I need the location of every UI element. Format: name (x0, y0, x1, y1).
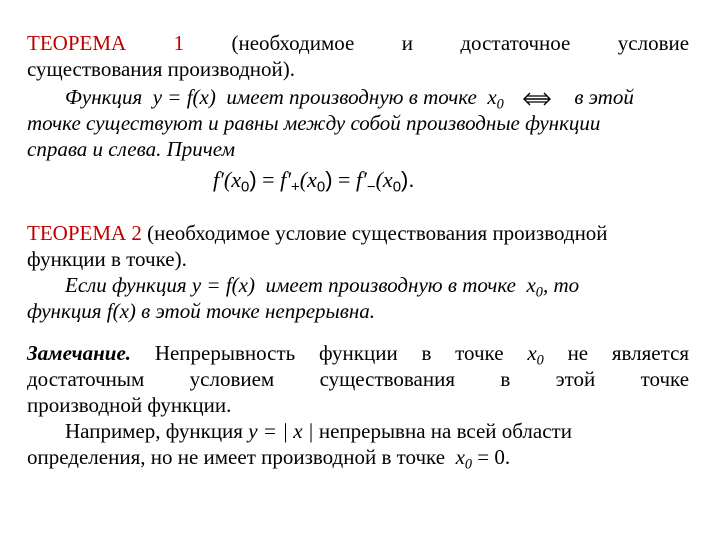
theorem2-heading-line (27, 220, 689, 246)
formula-equals: = (338, 167, 351, 192)
remark-line2 (27, 366, 689, 392)
function-expression: y = f(x) (191, 273, 255, 297)
theorem1-title-word: условие (617, 31, 690, 55)
theorem2-statement-line2: функция f(x) в этой точке непрерывна. (27, 299, 376, 323)
iff-arrow-icon (523, 84, 551, 110)
formula-equals: = (262, 167, 275, 192)
theorem1-label: ТЕОРЕМА (27, 31, 127, 55)
point-x0: $x_0$ (526, 273, 543, 301)
theorem1-title-word: (необходимое (231, 31, 355, 55)
theorem2-title-line2: функции в точке). (27, 247, 187, 271)
remark-text: = 0. (477, 445, 511, 469)
theorem1-title-word: и (401, 31, 413, 55)
point-x0: $x_0$ (527, 341, 544, 369)
function-expression: y = f(x) (152, 85, 216, 109)
remark-line3: производной функции. (27, 393, 232, 417)
theorem1-statement-line3: справа и слева. Причем (27, 137, 235, 161)
theorem1-title-word: достаточное (460, 31, 571, 55)
remark-word: в (500, 367, 511, 391)
theorem1-statement-line2: точке существуют и равны между собой производные функции (27, 111, 601, 135)
remark-text: Например, функция (65, 419, 243, 443)
statement-text: имеет производную в точке (265, 273, 516, 297)
remark-text: Непрерывность функции в точке (154, 341, 504, 365)
function-expression: y = | x | (248, 419, 314, 443)
statement-text: Функция (65, 85, 143, 109)
theorem2-label: ТЕОРЕМА 2 (27, 221, 142, 245)
theorem1-heading-line (27, 30, 689, 56)
remark-word: этой (555, 367, 596, 391)
statement-text: Если функция (65, 273, 187, 297)
remark-line5 (27, 444, 689, 473)
remark-text: определения, но не имеет производной в точке (27, 445, 446, 469)
remark-label: Замечание. (27, 341, 132, 365)
theorem1-number: 1 (173, 31, 185, 55)
remark-word: точке (640, 367, 690, 391)
statement-text: имеет производную в точке (226, 85, 477, 109)
remark-text: не является (567, 341, 690, 365)
statement-text: , то (542, 273, 580, 297)
statement-text: в этой (574, 85, 634, 109)
remark-word: условием (189, 367, 275, 391)
formula-lhs: $f'(x_0)$ (213, 167, 257, 196)
formula-right-derivative: $f'_+(x_0)$ (280, 167, 333, 196)
point-x0: $x_0$ (487, 85, 504, 113)
remark-example-line (65, 418, 720, 444)
theorem2-title: (необходимое условие существования производной (147, 221, 608, 245)
remark-word: существования (319, 367, 455, 391)
remark-word: достаточным (27, 367, 145, 391)
point-x0: $x_0$ (455, 445, 473, 473)
remark-line1 (27, 340, 690, 369)
derivative-equality-formula (213, 165, 414, 195)
remark-text: непрерывна на всей области (318, 419, 572, 443)
theorem1-statement-line1 (65, 84, 683, 113)
theorem1-title-line2: существования производной). (27, 57, 296, 81)
formula-left-derivative: $f'_-(x_0)$. (355, 167, 415, 196)
theorem2-statement-line1 (65, 272, 683, 301)
